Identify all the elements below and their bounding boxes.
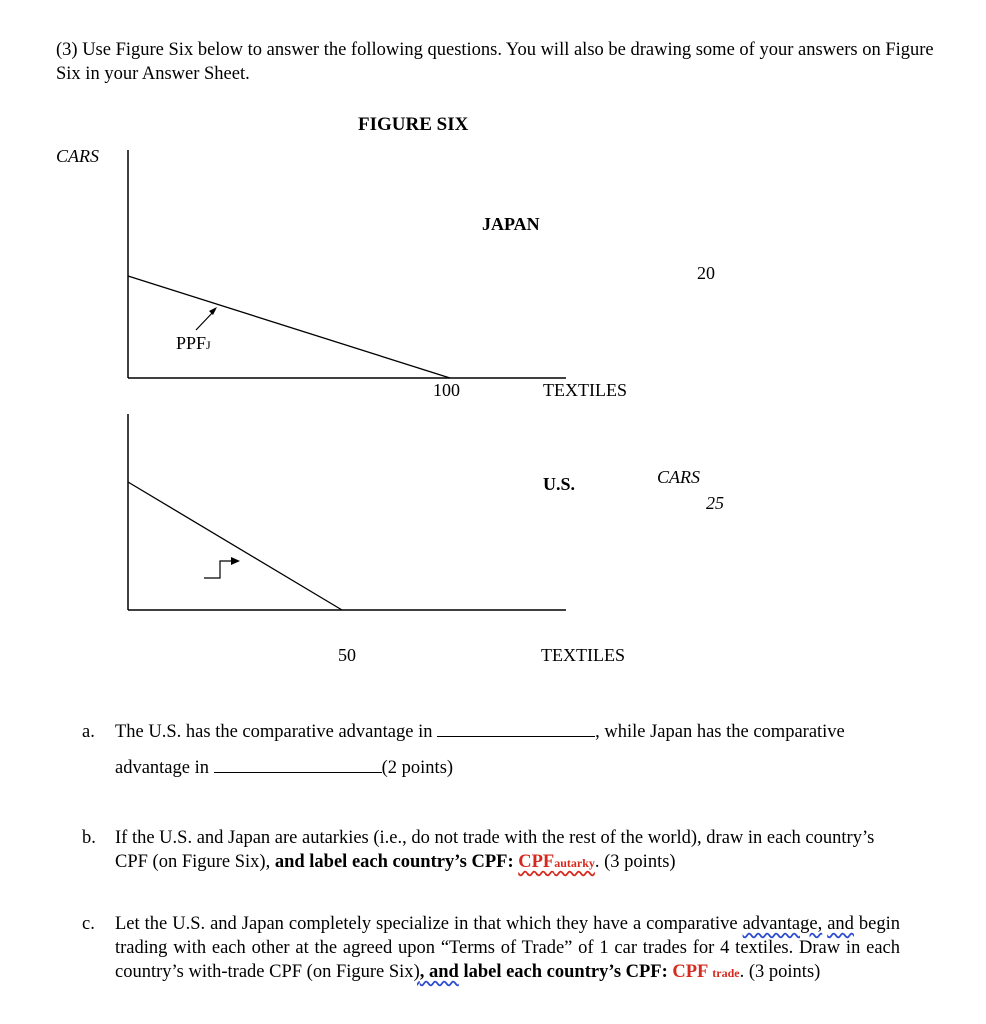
japan-y-axis-label: CARS (56, 146, 99, 166)
japan-x-axis-label: TEXTILES (543, 380, 627, 400)
question-b-cpf: CPF (518, 852, 555, 872)
question-b-cpf-sub: autarky (554, 856, 595, 870)
us-ppf-arrowhead (231, 557, 240, 565)
us-ppf-arrow (204, 561, 232, 578)
question-c-cpf-label (672, 962, 739, 982)
question-c-cpf-sub: trade (712, 966, 740, 980)
question-a-text1: The U.S. has the comparative advantage in (115, 722, 433, 742)
question-a-line2 (115, 756, 453, 780)
japan-ppf-subscript: J (206, 338, 211, 352)
question-c-and: and (827, 914, 854, 934)
question-b-bold: and label each country’s CPF: (274, 852, 514, 872)
us-x-axis-label: TEXTILES (541, 645, 625, 665)
question-a-text3: advantage in (115, 758, 209, 778)
question-c-letter: c. (82, 914, 95, 934)
intro-text: (3) Use Figure Six below to answer the following questions. You will also be drawing some of your answers on Figure Six in your Answer Sheet. (56, 40, 934, 84)
question-b-text1: If the U.S. and Japan are autarkies (i.e., do not trade with the rest of the world), draw in each country’s CPF (on Figure Six), (115, 828, 875, 872)
japan-ppf-line (128, 276, 450, 378)
us-y-axis-label: CARS (657, 467, 700, 487)
japan-ppf-label (176, 333, 211, 354)
question-b-letter: b. (82, 828, 96, 848)
question-a-line1 (115, 720, 905, 744)
question-b-text (115, 826, 905, 875)
figure-title: FIGURE SIX (358, 114, 469, 135)
answer-blank-us[interactable] (437, 720, 595, 737)
us-ppf-line (128, 482, 342, 610)
question-a-points: (2 points) (381, 758, 454, 778)
question-b-cpf-label (518, 852, 595, 872)
us-country-label: U.S. (543, 474, 576, 494)
japan-ppf-arrowhead (209, 307, 217, 315)
question-c-bold-and: , and (419, 962, 459, 982)
question-c-points: . (3 points) (739, 962, 821, 982)
question-c-text1: Let the U.S. and Japan completely specialize in that which they have a comparative (115, 914, 738, 934)
question-c-text (115, 912, 900, 985)
question-c-close: ) (413, 962, 420, 982)
question-c-bold-rest: label each country’s CPF: (463, 962, 668, 982)
question-a-text2: , while Japan has the comparative (595, 722, 845, 742)
us-y-intercept-value: 25 (706, 493, 724, 513)
question-a-letter: a. (82, 722, 95, 742)
question-b-points: . (3 points) (594, 852, 676, 872)
us-x-intercept-value: 50 (338, 645, 356, 665)
question-c-cpf: CPF (672, 962, 708, 982)
japan-y-intercept-value: 20 (697, 263, 715, 283)
question-c-text2: begin trading with each other at the agreed upon “Terms of Trade” of 1 car trades for 4 textiles. Draw in each country’s with-trade CPF (on Figure Six (115, 914, 901, 982)
japan-ppf-text: PPF (176, 333, 207, 353)
japan-x-intercept-value: 100 (433, 380, 460, 400)
japan-country-label: JAPAN (482, 214, 540, 234)
answer-blank-japan[interactable] (214, 756, 382, 773)
question-c-advantage: advantage, (742, 914, 823, 934)
